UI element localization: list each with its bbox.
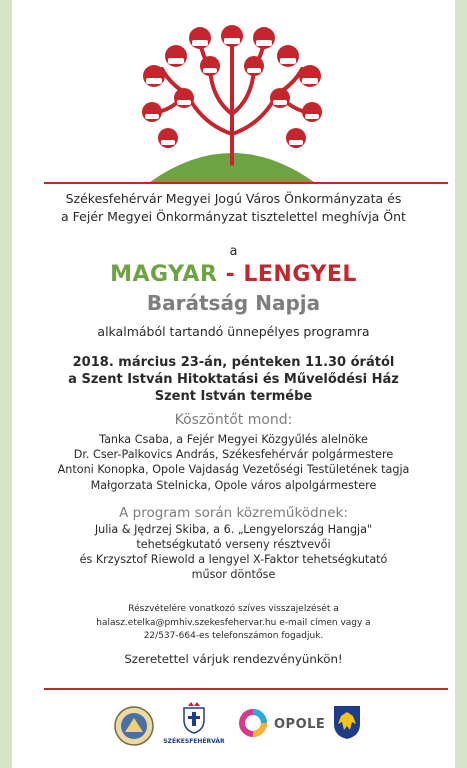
room-line: Szent István termébe <box>154 389 313 404</box>
rsvp-text <box>12 603 455 644</box>
title-dash: - <box>225 262 236 287</box>
invitation-card <box>12 0 455 768</box>
venue-line: a Szent István Hitoktatási és Művelődési Ház <box>68 372 399 387</box>
date-line: 2018. március 23-án, pénteken 11.30 órától <box>72 355 395 370</box>
opole-ring-icon <box>238 708 268 738</box>
event-subtitle: Barátság Napja <box>146 291 321 315</box>
intro-text <box>12 190 455 226</box>
rsvp-line: Részvételére vonatkozó szíves visszajelzését a <box>128 604 339 614</box>
greeting-heading: Köszöntőt mond: <box>174 412 293 428</box>
closing-text: Szeretettel várjuk rendezvényünkön! <box>124 652 343 666</box>
a-word: a <box>229 244 238 259</box>
rsvp-email-line[interactable]: halasz.etelka@pmhiv.szekesfehervar.hu e-mail címen vagy a <box>96 617 371 628</box>
szekesfehervar-crest-icon <box>180 702 208 734</box>
program-line: tehetségkutató verseny résztvevői <box>136 538 331 551</box>
program-line: Julia & Jędrzej Skiba, a 6. „Lengyelország Hangja" <box>94 523 373 536</box>
top-divider <box>44 182 448 184</box>
friendship-tree-logo <box>132 14 332 184</box>
sponsor-logos <box>12 700 455 760</box>
program-line: és Krzysztof Riewold a lengyel X-Faktor tehetségkutató <box>79 553 388 566</box>
intro-line: a Fejér Megyei Önkormányzat tisztelettel meghívja Önt <box>61 209 406 224</box>
greeting-list <box>12 432 455 493</box>
occasion-text: alkalmából tartandó ünnepélyes programra <box>97 324 370 339</box>
date-venue <box>12 354 455 405</box>
szekesfehervar-label: SZÉKESFEHÉRVÁR <box>163 738 225 745</box>
bottom-divider <box>44 688 448 690</box>
intro-line: Székesfehérvár Megyei Jogú Város Önkormányzata és <box>65 191 402 206</box>
speaker-line: Małgorzata Stelnicka, Opole város alpolgármestere <box>90 478 377 492</box>
opole-label: OPOLE <box>274 717 326 732</box>
event-title <box>12 262 455 288</box>
program-list <box>12 522 455 582</box>
speaker-line: Antoni Konopka, Opole Vajdaság Vezetőségi Testületének tagja <box>57 463 410 477</box>
title-magyar: MAGYAR <box>110 262 218 287</box>
program-heading: A program során közreműködnek: <box>119 505 348 521</box>
speaker-line: Dr. Cser-Palkovics András, Székesfehérvár polgármestere <box>73 448 394 462</box>
opole-voivodeship-eagle-icon <box>332 704 362 740</box>
program-line: műsor döntőse <box>191 568 276 581</box>
rsvp-phone-line: 22/537-664-es telefonszámon fogadjuk. <box>143 631 324 641</box>
speaker-line: Tanka Csaba, a Fejér Megyei Közgyűlés alelnöke <box>99 433 368 446</box>
fejer-county-seal-icon <box>114 706 154 746</box>
title-lengyel: LENGYEL <box>243 262 357 287</box>
